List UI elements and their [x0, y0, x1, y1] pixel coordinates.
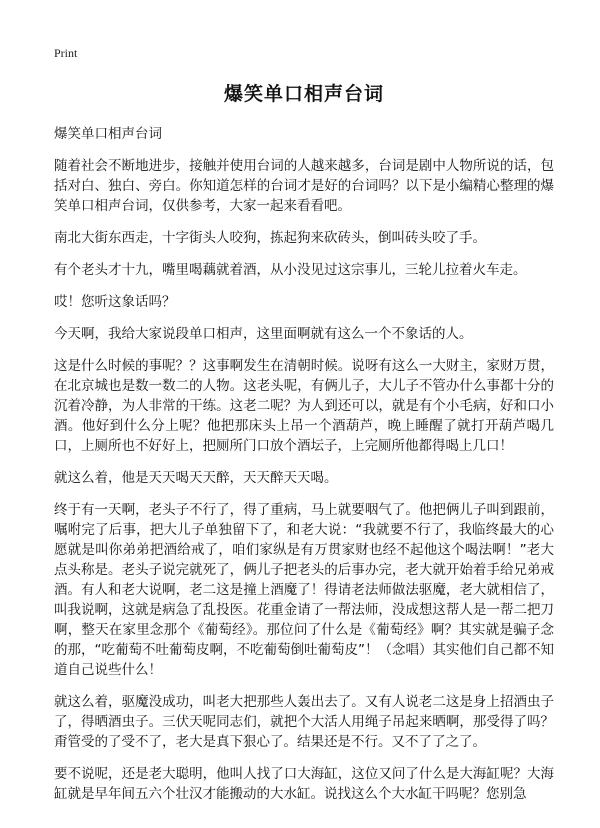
- paragraph-story-1: 这是什么时候的事呢？？这事啊发生在清朝时候。说呀有这么一大财主，家财万贯，在北京城也是数一数二的人物。这老头呢，有俩儿子，大儿子不管办什么事都十分的沉着冷静，为人非常的干练。这老二呢？为人到还可以，就是有个小毛病，好和口小酒。他好到什么分上呢？他把那床头上吊一个酒葫芦，晚上睡醒了就打开葫芦喝几口，上厕所也不好好上，把厕所门口放个酒坛子，上完厕所他都得喝上几口！: [54, 358, 554, 454]
- paragraph-intro: 随着社会不断地进步，接触并使用台词的人越来越多，台词是剧中人物所说的话，包括对白、独白、旁白。你知道怎样的台词才是好的台词吗？以下是小编精心整理的爆笑单口相声台词，仅供参考，大家一起来看看吧。: [54, 158, 554, 214]
- document-subtitle: 爆笑单口相声台词: [54, 126, 162, 142]
- paragraph-story-4: 就这么着，驱魔没成功，叫老大把那些人轰出去了。又有人说老二这是身上招酒虫子了，得晒酒虫子。三伏天呢同志们，就把个大活人用绳子吊起来晒啊，那受得了吗？甭管受的了受不了，老大是真下狠心了。结果还是不行。又不了了之了。: [54, 694, 554, 750]
- paragraph-story-3: 终于有一天啊，老头子不行了，得了重病，马上就要咽气了。他把俩儿子叫到跟前，嘱咐完了后事，把大儿子单独留下了，和老大说：“我就要不行了，我临终最大的心愿就是叫你弟弟把酒给戒了，咱们家纵是有万贯家财也经不起他这个喝法啊！”老大点头称是。老头子说完就死了，俩儿子把老头的后事办完，老大就开始着手给兄弟戒酒。有人和老大说啊，老二这是撞上酒魔了！得请老法师做法驱魔，老大就相信了，叫我说啊，这就是病急了乱投医。花重金请了一帮法师，没成想这帮人是一帮二把刀啊，整天在家里念那个《葡萄经》。那位问了什么是《葡萄经》啊？其实就是骗子念的那，“吃葡萄不吐葡萄皮啊，不吃葡萄倒吐葡萄皮”！（念唱）其实他们自己都不知道自己说些什么！: [54, 502, 554, 678]
- print-link[interactable]: Print: [54, 46, 78, 60]
- paragraph-rhyme-1: 南北大街东西走，十字街头人咬狗，拣起狗来砍砖头，倒叫砖头咬了手。: [54, 230, 486, 246]
- paragraph-rhyme-2: 有个老头才十九，嘴里喝藕就着酒，从小没见过这宗事儿，三轮儿拉着火车走。: [54, 262, 527, 278]
- paragraph-opening: 今天啊，我给大家说段单口相声，这里面啊就有这么一个不象话的人。: [54, 326, 473, 342]
- page-title: 爆笑单口相声台词: [223, 83, 384, 105]
- paragraph-story-5: 要不说呢，还是老大聪明，他叫人找了口大海缸，这位又问了什么是大海缸呢？大海缸就是早年间五六个壮汉才能搬动的大水缸。说找这么个大水缸干吗呢？您别急: [54, 766, 554, 802]
- paragraph-question: 哎！您听这象话吗？: [54, 294, 176, 310]
- paragraph-story-2: 就这么着，他是天天喝天天醉，天天醉天天喝。: [54, 470, 338, 486]
